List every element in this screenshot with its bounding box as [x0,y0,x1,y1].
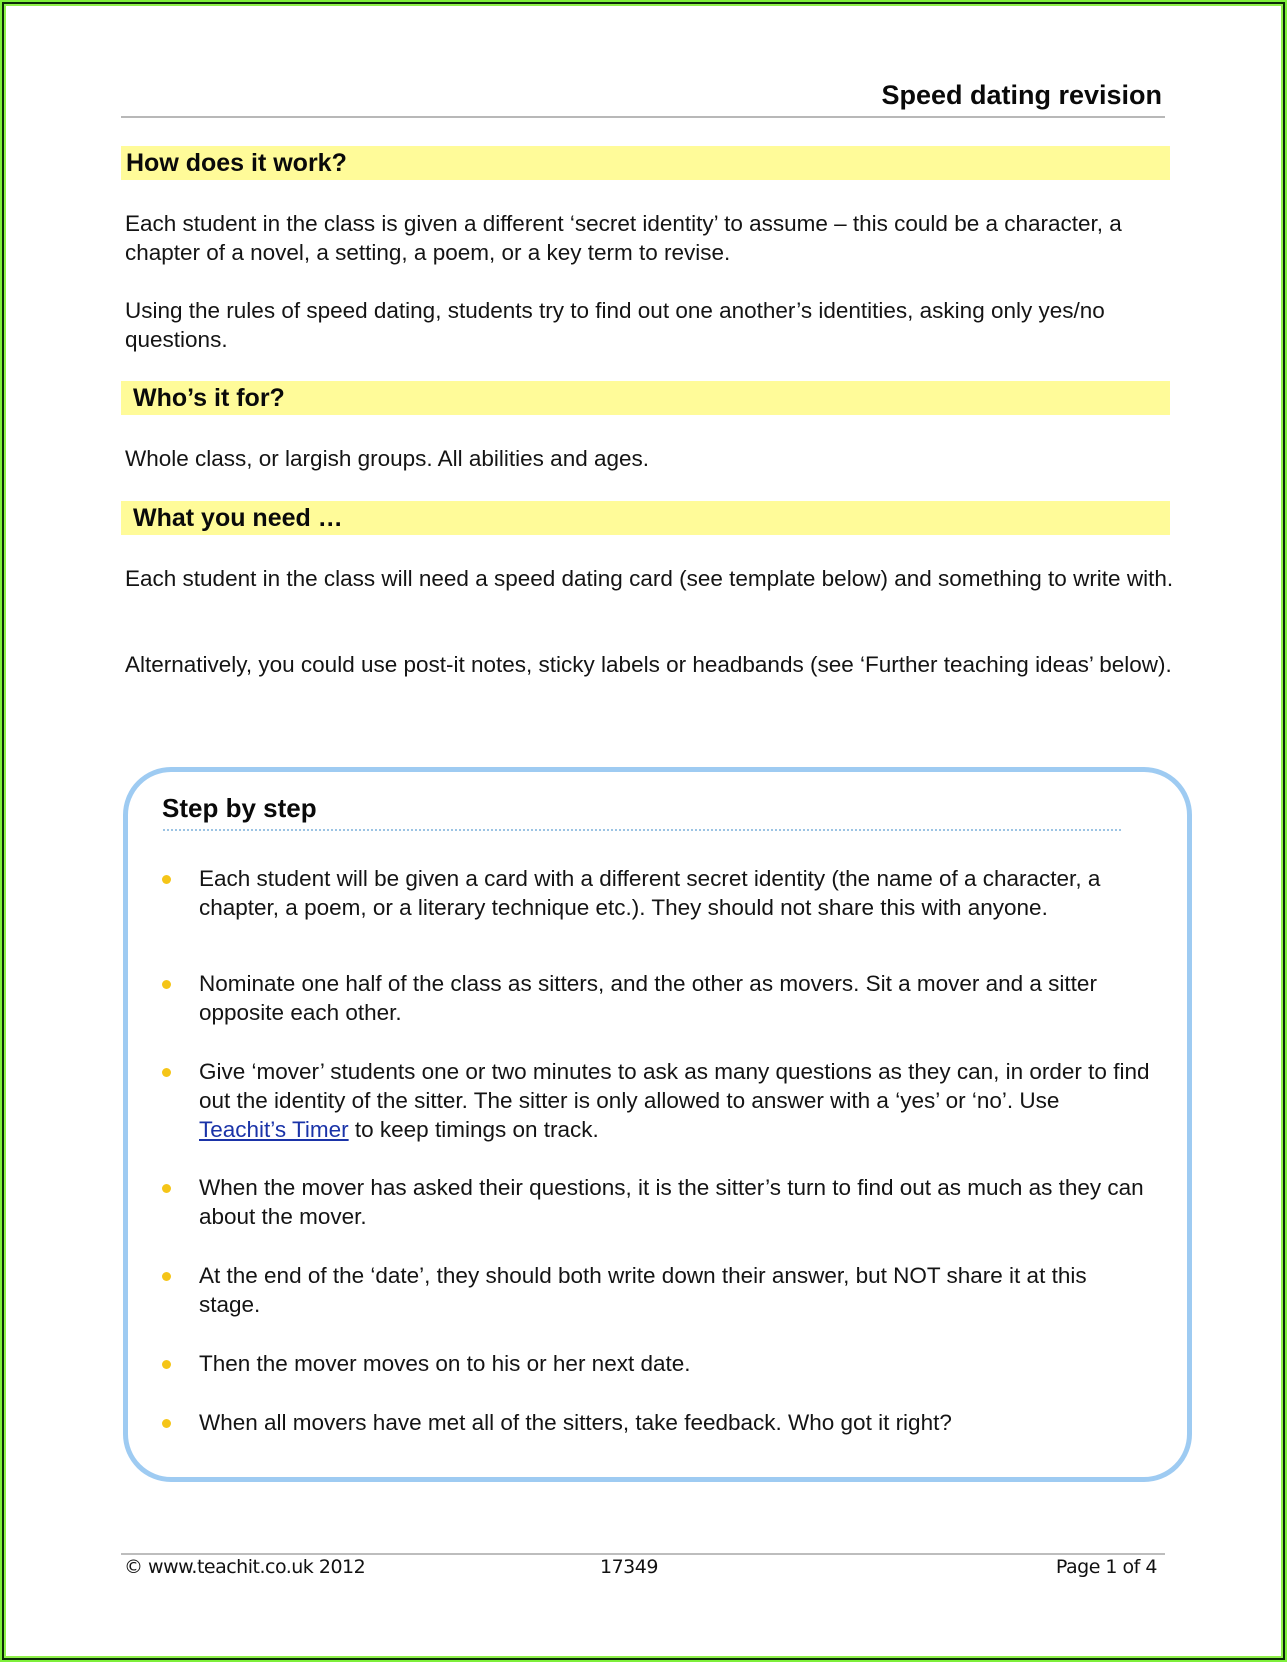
bullet-icon [162,1272,171,1281]
step-text: At the end of the ‘date’, they should both write down their answer, but NOT share it at this stage. [199,1263,1087,1317]
footer-doc-id: 17349 [600,1556,658,1578]
step-text: Then the mover moves on to his or her next date. [199,1351,691,1376]
step-text: Each student will be given a card with a different secret identity (the name of a character, a chapter, a poem, or a literary technique etc.). They should not share this with anyone. [199,866,1101,920]
section-heading: Who’s it for? [133,384,285,412]
bullet-icon [162,1184,171,1193]
step-item [160,1349,1150,1378]
paragraph: Alternatively, you could use post-it notes, sticky labels or headbands (see ‘Further teaching ideas’ below). [125,652,1172,677]
step-by-step-heading: Step by step [162,793,317,823]
step-text-after: to keep timings on track. [348,1117,599,1142]
page-title: Speed dating revision [881,80,1162,110]
section-heading: How does it work? [126,149,347,177]
bullet-icon [162,1360,171,1369]
step-text: When all movers have met all of the sitters, take feedback. Who got it right? [199,1410,952,1435]
step-item [160,1173,1150,1231]
bullet-icon [162,875,171,884]
step-text [199,1057,1150,1144]
section-how-it-works [121,146,1170,180]
paragraph: Whole class, or largish groups. All abilities and ages. [125,446,650,471]
section-heading: What you need … [133,504,343,532]
step-item [160,969,1150,1027]
footer-divider [121,1553,1165,1555]
step-text: Nominate one half of the class as sitters, and the other as movers. Sit a mover and a sitter opposite each other. [199,971,1097,1025]
footer-copyright: © www.teachit.co.uk 2012 [124,1556,366,1578]
paragraph: Each student in the class is given a different ‘secret identity’ to assume – this could be a character, a chapter of a novel, a setting, a poem, or a key term to revise. [125,211,1122,265]
paragraph: Each student in the class will need a speed dating card (see template below) and something to write with. [125,566,1174,591]
bullet-icon [162,980,171,989]
paragraph: Using the rules of speed dating, students try to find out one another’s identities, asking only yes/no questions. [125,298,1105,352]
section-what-you-need [121,501,1170,535]
section-whos-it-for [121,381,1170,415]
bullet-icon [162,1419,171,1428]
teachit-timer-link[interactable]: Teachit’s Timer [199,1117,349,1142]
bullet-icon [162,1068,171,1077]
step-text-before: Give ‘mover’ students one or two minutes to ask as many questions as they can, in order to find out the identity of the sitter. The sitter is only allowed to answer with a ‘yes’ or ‘no’. Use [199,1059,1150,1113]
step-text: When the mover has asked their questions, it is the sitter’s turn to find out as much as they can about the mover. [199,1175,1144,1229]
step-item [160,1261,1150,1319]
step-item [160,1408,1150,1437]
footer-page-number: Page 1 of 4 [1055,1556,1157,1578]
step-item [160,864,1150,922]
step-heading-divider [163,829,1121,831]
step-item [160,1057,1150,1144]
header-divider [121,116,1165,118]
